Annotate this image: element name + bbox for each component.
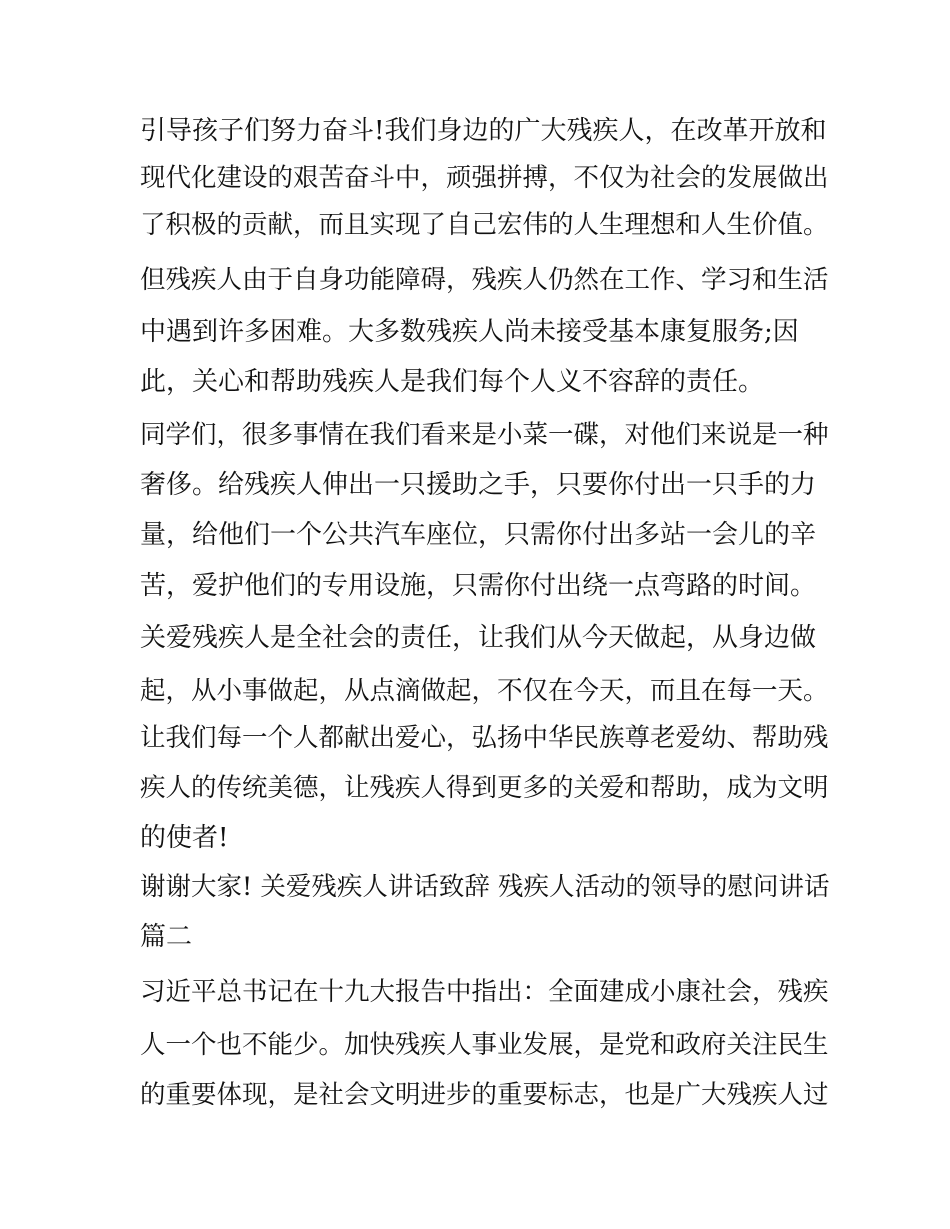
text-line: 关爱残疾人是全社会的责任，让我们从今天做起，从身边做 [140, 623, 817, 653]
text-line: 但残疾人由于自身功能障碍，残疾人仍然在工作、学习和生活 [140, 265, 829, 295]
text-line: 苦，爱护他们的专用设施，只需你付出绕一点弯路的时间。 [140, 571, 817, 601]
text-line: 习近平总书记在十九大报告中指出：全面建成小康社会，残疾 [140, 977, 829, 1007]
text-line: 疾人的传统美德，让残疾人得到更多的关爱和帮助，成为文明 [140, 773, 829, 803]
text-line: 同学们，很多事情在我们看来是小菜一碟，对他们来说是一种 [140, 420, 829, 450]
text-line: 量，给他们一个公共汽车座位，只需你付出多站一会儿的辛 [140, 520, 817, 550]
text-line: 谢谢大家! 关爱残疾人讲话致辞 残疾人活动的领导的慰问讲话 [140, 872, 830, 902]
text-line: 让我们每一个人都献出爱心，弘扬中华民族尊老爱幼、帮助残 [140, 723, 829, 753]
text-line: 奢侈。给残疾人伸出一只援助之手，只要你付出一只手的力 [140, 470, 817, 500]
text-line: 的使者! [140, 823, 229, 853]
text-line: 中遇到许多困难。大多数残疾人尚未接受基本康复服务;因 [140, 317, 799, 347]
text-line: 的重要体现，是社会文明进步的重要标志，也是广大残疾人过 [140, 1080, 829, 1110]
text-line: 引导孩子们努力奋斗!我们身边的广大残疾人，在改革开放和 [140, 116, 827, 146]
text-line: 篇二 [140, 922, 193, 952]
text-line: 此，关心和帮助残疾人是我们每个人义不容辞的责任。 [140, 367, 765, 397]
text-line: 现代化建设的艰苦奋斗中，顽强拼搏，不仅为社会的发展做出 [140, 163, 829, 193]
text-line: 了积极的贡献，而且实现了自己宏伟的人生理想和人生价值。 [140, 210, 829, 240]
text-line: 人一个也不能少。加快残疾人事业发展，是党和政府关注民生 [140, 1030, 829, 1060]
text-line: 起，从小事做起，从点滴做起，不仅在今天，而且在每一天。 [140, 676, 829, 706]
